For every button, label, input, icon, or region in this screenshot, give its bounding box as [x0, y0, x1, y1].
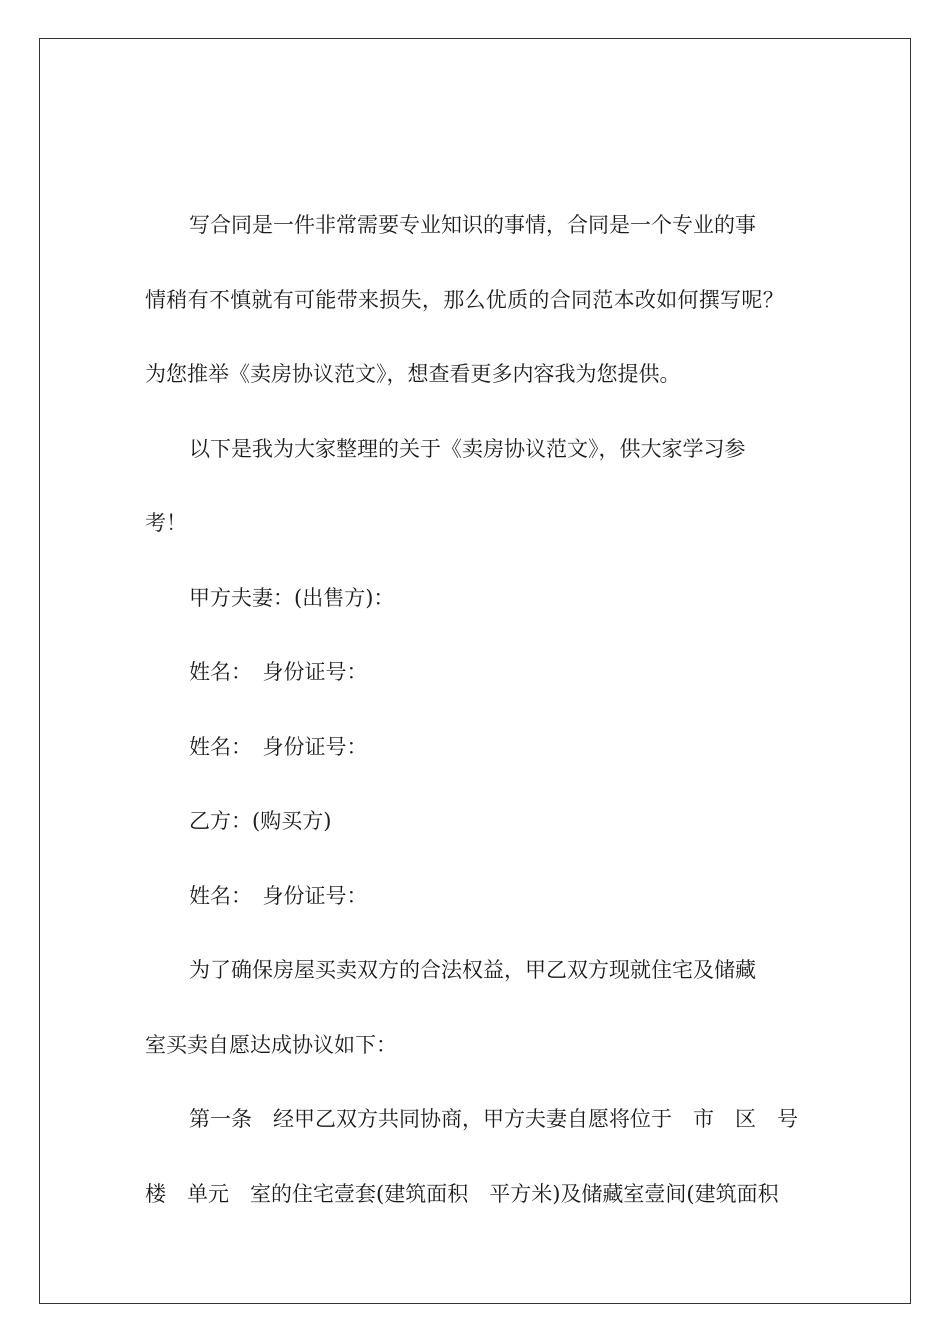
article-one-line: 楼 单元 室的住宅壹套(建筑面积 平方米)及储藏室壹间(建筑面积 — [145, 1181, 779, 1206]
paragraph-line: 为您推举《卖房协议范文》，想查看更多内容我为您提供。 — [145, 362, 681, 386]
party-b-heading: 乙方：(购买方) — [189, 809, 332, 833]
paragraph-line: 考！ — [145, 511, 187, 535]
paragraph-line: 为了确保房屋买卖双方的合法权益，甲乙双方现就住宅及储藏 — [189, 958, 756, 982]
party-a-heading: 甲方夫妻：(出售方)： — [189, 585, 395, 610]
party-b-name-id: 姓名： 身份证号： — [189, 883, 368, 908]
document-body — [145, 201, 805, 1244]
paragraph-line: 室买卖自愿达成协议如下： — [145, 1032, 397, 1057]
party-a-name-id-1: 姓名： 身份证号： — [189, 660, 368, 684]
paragraph-line: 写合同是一件非常需要专业知识的事情，合同是一个专业的事 — [189, 213, 756, 237]
party-a-name-id-2: 姓名： 身份证号： — [189, 734, 368, 759]
paragraph-line: 以下是我为大家整理的关于《卖房协议范文》，供大家学习参 — [189, 436, 746, 461]
paragraph-line: 情稍有不慎就有可能带来损失，那么优质的合同范本改如何撰写呢？ — [145, 287, 784, 312]
article-one-line: 第一条 经甲乙双方共同协商，甲方夫妻自愿将位于 市 区 号 — [189, 1107, 798, 1131]
